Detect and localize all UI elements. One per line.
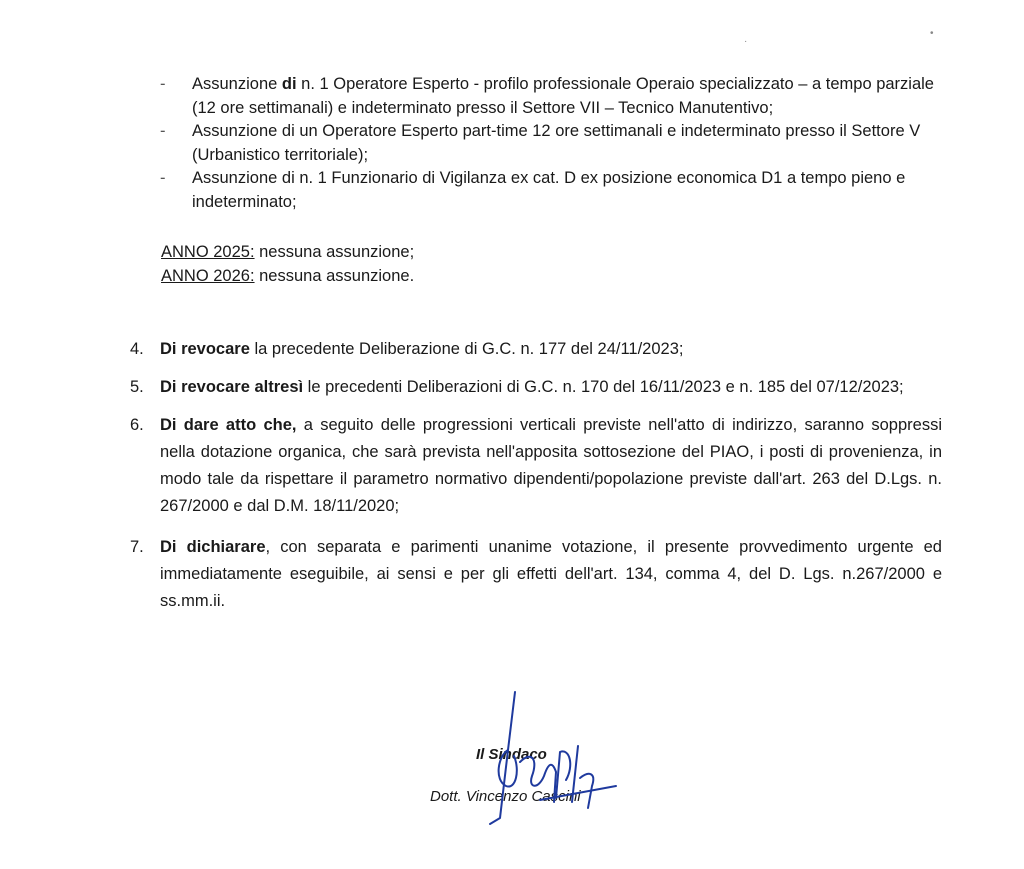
list-item — [160, 167, 940, 214]
scan-speck: · — [744, 36, 748, 47]
list-item-bold: di — [281, 75, 297, 93]
item-number: 6. — [130, 416, 144, 434]
resolution-item-6 — [130, 412, 942, 520]
signer-name: Dott. Vincenzo Cascini — [430, 788, 581, 805]
list-item — [160, 120, 940, 167]
item-bold: Di dare atto che, — [160, 416, 297, 434]
item-bold: Di revocare — [160, 340, 250, 358]
item-text: a seguito delle progressioni verticali previste nell'atto di indirizzo, saranno soppressi nella dotazione organica, che sarà prevista nell'apposita sottosezione del PIAO, i posti di provenienza, in modo tale da rispettare il parametro normativo dipendenti/popolazione previste dall'art. 263 del D.Lgs. n. 267/2000 e dal D.M. 18/11/2020; — [160, 416, 942, 515]
resolution-item-5 — [130, 374, 942, 401]
bullet-dash: - — [160, 169, 166, 187]
year-label: ANNO 2025: — [161, 243, 255, 261]
list-item-text: Assunzione di un Operatore Esperto part-time 12 ore settimanali e indeterminato presso il Settore V (Urbanistico territoriale); — [192, 122, 921, 164]
item-text: la precedente Deliberazione di G.C. n. 177 del 24/11/2023; — [249, 340, 684, 358]
bullet-dash: - — [160, 122, 166, 140]
item-number: 7. — [130, 538, 144, 556]
list-item — [160, 73, 940, 120]
year-text: nessuna assunzione; — [254, 243, 415, 261]
scan-speck: • — [930, 28, 934, 39]
year-text: nessuna assunzione. — [254, 267, 415, 285]
signer-title: Il Sindaco — [476, 746, 547, 763]
signature-block — [420, 690, 680, 840]
year-row — [161, 240, 414, 264]
list-item-text: n. 1 Operatore Esperto - profilo professionale Operaio specializzato – a tempo parziale (12 ore settimanali) e indeterminato presso il Settore VII – Tecnico Manutentivo; — [192, 75, 934, 117]
item-text: , con separata e parimenti unanime votazione, il presente provvedimento urgente ed immediatamente eseguibile, ai sensi e per gli effetti dell'art. 134, comma 4, del D. Lgs. n.267/2000 e ss.mm.ii. — [160, 538, 942, 610]
hiring-list — [160, 73, 940, 214]
list-item-text: Assunzione di n. 1 Funzionario di Vigilanza ex cat. D ex posizione economica D1 a tempo pieno e indeterminato; — [192, 169, 906, 211]
item-number: 5. — [130, 378, 144, 396]
resolution-item-7 — [130, 534, 942, 615]
year-label: ANNO 2026: — [161, 267, 255, 285]
list-item-text: Assunzione — [192, 75, 282, 93]
item-text: le precedenti Deliberazioni di G.C. n. 170 del 16/11/2023 e n. 185 del 07/12/2023; — [303, 378, 904, 396]
bullet-dash: - — [160, 75, 166, 93]
resolution-item-4 — [130, 336, 942, 363]
item-bold: Di revocare altresì — [160, 378, 304, 396]
item-bold: Di dichiarare — [160, 538, 266, 556]
year-plan — [161, 240, 414, 288]
handwritten-signature — [420, 690, 680, 840]
item-number: 4. — [130, 340, 144, 358]
resolution-items — [130, 336, 942, 615]
year-row — [161, 264, 414, 288]
